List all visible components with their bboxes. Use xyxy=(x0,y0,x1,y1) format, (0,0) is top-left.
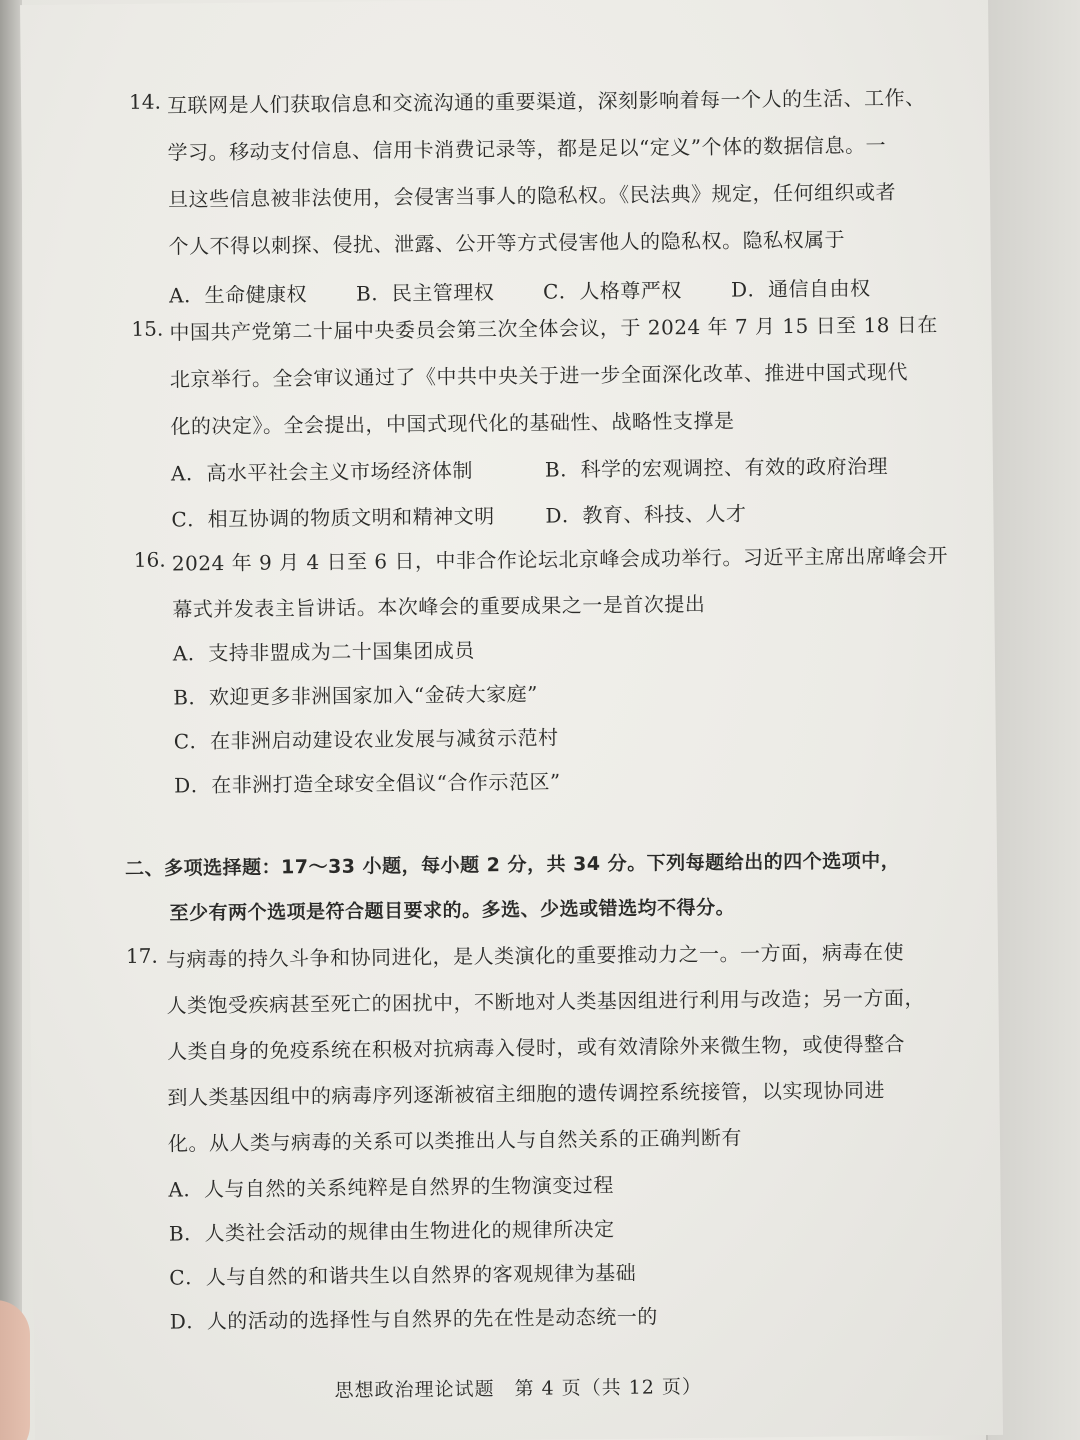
question-text-line: 旦这些信息被非法使用，会侵害当事人的隐私权。《民法典》规定，任何组织或者 xyxy=(167,179,897,212)
option-b: B．欢迎更多非洲国家加入“金砖大家庭” xyxy=(173,681,539,710)
exam-sheet xyxy=(20,0,1003,1440)
option-a: A．支持非盟成为二十国集团成员 xyxy=(172,638,475,666)
page-left-edge xyxy=(0,0,22,1440)
question-text-line: 中国共产党第二十届中央委员会第三次全体会议，于 2024 年 7 月 15 日至 18 日在 xyxy=(169,312,938,345)
option-d: D．教育、科技、人才 xyxy=(545,501,747,528)
question-text-line: 个人不得以刺探、侵扰、泄露、公开等方式侵害他人的隐私权。隐私权属于 xyxy=(168,227,846,259)
question-number: 16. xyxy=(133,547,166,572)
question-text-line: 人类自身的免疫系统在积极对抗病毒入侵时，或有效清除外来微生物，或使得整合 xyxy=(166,1031,906,1064)
thumb-edge xyxy=(0,1300,30,1440)
question-text-line: 到人类基因组中的病毒序列逐渐被宿主细胞的遗传调控系统接管，以实现协同进 xyxy=(167,1078,886,1110)
exam-content xyxy=(20,0,1003,1440)
question-text-line: 互联网是人们获取信息和交流沟通的重要渠道，深刻影响着每一个人的生活、工作、 xyxy=(166,85,926,118)
page-footer: 思想政治理论试题 第 4 页（共 12 页） xyxy=(334,1376,703,1402)
option-c: C．人格尊严权 xyxy=(542,278,682,304)
question-14 xyxy=(20,0,988,308)
option-a: A．高水平社会主义市场经济体制 xyxy=(170,458,474,486)
section-heading-line: 至少有两个选项是符合题目要求的。多选、少选或错选均不得分。 xyxy=(169,896,736,925)
option-b: B．人类社会活动的规律由生物进化的规律所决定 xyxy=(168,1216,615,1246)
question-text-line: 化。从人类与病毒的关系可以类推出人与自然关系的正确判断有 xyxy=(167,1125,743,1156)
question-text-line: 学习。移动支付信息、信用卡消费记录等，都是足以“定义”个体的数据信息。一 xyxy=(167,133,887,165)
option-c: C．相互协调的物质文明和精神文明 xyxy=(171,504,495,532)
question-text-line: 幕式并发表主旨讲话。本次峰会的重要成果之一是首次提出 xyxy=(172,591,706,622)
option-d: D．在非洲打造全球安全倡议“合作示范区” xyxy=(174,769,561,798)
question-number: 17. xyxy=(125,943,158,969)
option-a: A．生命健康权 xyxy=(168,282,308,308)
question-text-line: 北京举行。全会审议通过了《中共中央关于进一步全面深化改革、推进中国式现代 xyxy=(169,359,909,392)
question-text-line: 人类饱受疾病甚至死亡的困扰中，不断地对人类基因组进行利用与改造；另一方面， xyxy=(166,985,926,1018)
option-c: C．在非洲启动建设农业发展与减贫示范村 xyxy=(173,725,559,754)
option-b: B．民主管理权 xyxy=(355,280,495,306)
section-heading-line: 二、多项选择题：17～33 小题，每小题 2 分，共 34 分。下列每题给出的四个选项中， xyxy=(124,849,901,881)
question-text-line: 化的决定》。全会提出，中国式现代化的基础性、战略性支撑是 xyxy=(170,408,735,439)
question-text-line: 2024 年 9 月 4 日至 6 日，中非合作论坛北京峰会成功举行。习近平主席出席峰会开 xyxy=(171,543,949,576)
option-d: D．人的活动的选择性与自然界的先在性是动态统一的 xyxy=(169,1304,658,1334)
option-d: D．通信自由权 xyxy=(730,276,871,302)
question-number: 15. xyxy=(131,316,164,341)
option-b: B．科学的宏观调控、有效的政府治理 xyxy=(544,454,889,482)
question-text-line: 与病毒的持久斗争和协同进化，是人类演化的重要推动力之一。一方面，病毒在使 xyxy=(165,939,905,972)
option-a: A．人与自然的关系纯粹是自然界的生物演变过程 xyxy=(168,1172,614,1202)
question-number: 14. xyxy=(128,89,161,114)
option-c: C．人与自然的和谐共生以自然界的客观规律为基础 xyxy=(169,1260,637,1290)
